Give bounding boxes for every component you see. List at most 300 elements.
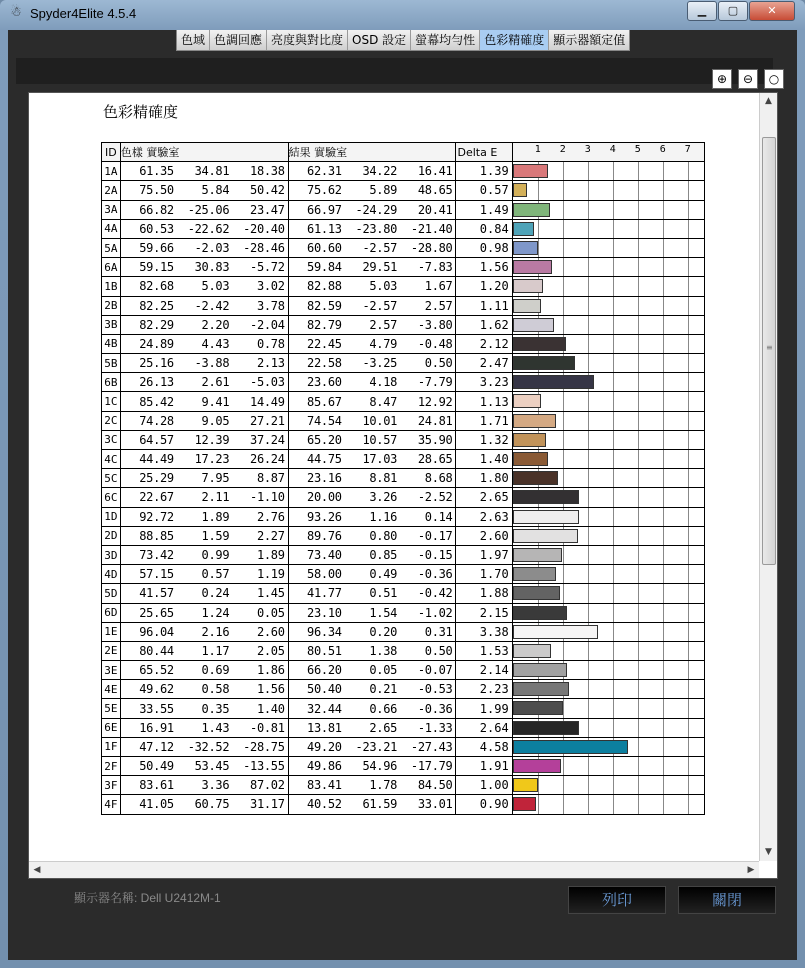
- reference-lab-values: 73.42 0.99 1.89: [120, 545, 288, 564]
- scroll-left-arrow-icon[interactable]: ◀: [33, 865, 41, 875]
- tab-screen-uniformity[interactable]: 螢幕均勻性: [411, 30, 480, 50]
- delta-e-bar-cell: [512, 661, 704, 680]
- scale-gridline: [663, 584, 664, 602]
- scale-gridline: [688, 450, 689, 468]
- reference-lab-values: 25.65 1.24 0.05: [120, 603, 288, 622]
- delta-e-bar: [513, 625, 598, 639]
- table-row: [102, 507, 705, 526]
- delta-e-bar-cell: [512, 200, 704, 219]
- scale-gridline: [638, 335, 639, 353]
- delta-e-value: 0.90: [456, 795, 512, 814]
- delta-e-value: 1.53: [456, 641, 512, 660]
- scale-gridline: [688, 604, 689, 622]
- reference-lab-values: 66.82 -25.06 23.47: [120, 200, 288, 219]
- scale-gridline: [588, 546, 589, 564]
- delta-e-value: 0.98: [456, 238, 512, 257]
- reference-lab-values: 61.35 34.81 18.38: [120, 162, 288, 181]
- reference-lab-values: 59.15 30.83 -5.72: [120, 258, 288, 277]
- tab-gamut[interactable]: 色域: [177, 30, 210, 50]
- patch-id: 1E: [102, 622, 121, 641]
- tab-brightness-contrast[interactable]: 亮度與對比度: [267, 30, 348, 50]
- scale-gridline: [638, 162, 639, 180]
- reference-lab-values: 88.85 1.59 2.27: [120, 526, 288, 545]
- header-measured: 結果 實驗室: [288, 143, 456, 162]
- scale-gridline: [638, 392, 639, 410]
- scale-gridline: [688, 680, 689, 698]
- delta-e-bar: [513, 721, 579, 735]
- scale-gridline: [613, 201, 614, 219]
- delta-e-bar: [513, 452, 548, 466]
- delta-e-value: 1.80: [456, 469, 512, 488]
- scale-tick-label: 5: [634, 144, 641, 156]
- delta-e-bar: [513, 644, 551, 658]
- scale-gridline: [688, 469, 689, 487]
- patch-id: 6B: [102, 373, 121, 392]
- measured-lab-values: 23.16 8.81 8.68: [288, 469, 456, 488]
- delta-e-bar-cell: [512, 718, 704, 737]
- reference-lab-values: 65.52 0.69 1.86: [120, 661, 288, 680]
- scale-gridline: [538, 181, 539, 199]
- scale-gridline: [563, 297, 564, 315]
- scale-gridline: [538, 239, 539, 257]
- scale-gridline: [563, 431, 564, 449]
- reference-lab-values: 74.28 9.05 27.21: [120, 411, 288, 430]
- zoom-controls: [706, 69, 784, 89]
- scale-gridline: [613, 584, 614, 602]
- delta-e-bar: [513, 318, 554, 332]
- delta-e-value: 2.15: [456, 603, 512, 622]
- scale-gridline: [638, 508, 639, 526]
- measured-lab-values: 82.59 -2.57 2.57: [288, 296, 456, 315]
- delta-e-bar: [513, 203, 550, 217]
- scale-gridline: [563, 258, 564, 276]
- delta-e-bar: [513, 586, 560, 600]
- patch-id: 3E: [102, 661, 121, 680]
- delta-e-value: 1.99: [456, 699, 512, 718]
- table-row: [102, 488, 705, 507]
- scale-gridline: [663, 488, 664, 506]
- measured-lab-values: 58.00 0.49 -0.36: [288, 565, 456, 584]
- delta-e-value: 1.49: [456, 200, 512, 219]
- delta-e-value: 1.62: [456, 315, 512, 334]
- scale-gridline: [613, 795, 614, 813]
- scale-gridline: [688, 546, 689, 564]
- scale-gridline: [613, 546, 614, 564]
- close-window-button[interactable]: ✕: [749, 1, 795, 21]
- scale-gridline: [663, 354, 664, 372]
- delta-e-bar: [513, 548, 562, 562]
- scale-gridline: [663, 623, 664, 641]
- scale-gridline: [638, 181, 639, 199]
- scale-gridline: [613, 469, 614, 487]
- reference-lab-values: 47.12 -32.52 -28.75: [120, 737, 288, 756]
- patch-id: 3A: [102, 200, 121, 219]
- delta-e-value: 2.60: [456, 526, 512, 545]
- measured-lab-values: 49.20 -23.21 -27.43: [288, 737, 456, 756]
- scale-gridline: [663, 220, 664, 238]
- client-area: [8, 30, 797, 960]
- delta-e-bar-cell: [512, 373, 704, 392]
- scale-gridline: [688, 738, 689, 756]
- header-delta-e: Delta E: [456, 143, 512, 162]
- scale-gridline: [638, 604, 639, 622]
- table-row: [102, 392, 705, 411]
- measured-lab-values: 13.81 2.65 -1.33: [288, 718, 456, 737]
- delta-e-value: 2.65: [456, 488, 512, 507]
- reference-lab-values: 49.62 0.58 1.56: [120, 680, 288, 699]
- reference-lab-values: 64.57 12.39 37.24: [120, 430, 288, 449]
- patch-id: 5D: [102, 584, 121, 603]
- delta-e-bar-cell: [512, 795, 704, 814]
- scale-gridline: [613, 661, 614, 679]
- patch-id: 2C: [102, 411, 121, 430]
- patch-id: 1A: [102, 162, 121, 181]
- scale-tick-label: 3: [584, 144, 591, 156]
- scale-gridline: [663, 181, 664, 199]
- print-button[interactable]: 列印: [568, 886, 666, 914]
- delta-e-bar: [513, 394, 541, 408]
- table-header-row: [102, 143, 705, 162]
- reference-lab-values: 24.89 4.43 0.78: [120, 334, 288, 353]
- reference-lab-values: 96.04 2.16 2.60: [120, 622, 288, 641]
- table-row: [102, 622, 705, 641]
- delta-e-bar-cell: [512, 450, 704, 469]
- scale-gridline: [613, 719, 614, 737]
- scale-gridline: [563, 412, 564, 430]
- scale-gridline: [638, 239, 639, 257]
- scale-gridline: [638, 623, 639, 641]
- measured-lab-values: 49.86 54.96 -17.79: [288, 757, 456, 776]
- scale-gridline: [563, 642, 564, 660]
- delta-e-bar: [513, 701, 563, 715]
- delta-e-bar: [513, 433, 546, 447]
- delta-e-bar-cell: [512, 277, 704, 296]
- delta-e-bar-cell: [512, 392, 704, 411]
- scale-gridline: [588, 201, 589, 219]
- minimize-button[interactable]: ▁: [687, 1, 717, 21]
- scale-gridline: [588, 354, 589, 372]
- scale-gridline: [563, 469, 564, 487]
- delta-e-bar-cell: [512, 699, 704, 718]
- scale-gridline: [613, 354, 614, 372]
- scale-gridline: [588, 431, 589, 449]
- table-row: [102, 565, 705, 584]
- measured-lab-values: 22.58 -3.25 0.50: [288, 354, 456, 373]
- scale-gridline: [588, 335, 589, 353]
- scroll-thumb[interactable]: ≡: [762, 137, 776, 565]
- scale-gridline: [613, 604, 614, 622]
- scale-gridline: [613, 450, 614, 468]
- scroll-down-arrow-icon[interactable]: ▼: [765, 847, 772, 857]
- scale-gridline: [688, 757, 689, 775]
- scale-gridline: [563, 776, 564, 794]
- reference-lab-values: 57.15 0.57 1.19: [120, 565, 288, 584]
- display-name-label: 顯示器名稱: Dell U2412M-1: [74, 891, 221, 905]
- delta-e-bar-cell: [512, 507, 704, 526]
- scale-gridline: [588, 488, 589, 506]
- header-lab: 色樣 實驗室: [120, 143, 288, 162]
- measured-lab-values: 41.77 0.51 -0.42: [288, 584, 456, 603]
- scale-gridline: [588, 277, 589, 295]
- reference-lab-values: 26.13 2.61 -5.03: [120, 373, 288, 392]
- measured-lab-values: 23.60 4.18 -7.79: [288, 373, 456, 392]
- delta-e-bar-cell: [512, 258, 704, 277]
- scale-gridline: [588, 719, 589, 737]
- scale-gridline: [663, 277, 664, 295]
- delta-e-bar-cell: [512, 469, 704, 488]
- scale-gridline: [588, 162, 589, 180]
- scale-gridline: [688, 239, 689, 257]
- reference-lab-values: 60.53 -22.62 -20.40: [120, 219, 288, 238]
- scale-gridline: [613, 412, 614, 430]
- reference-lab-values: 82.68 5.03 3.02: [120, 277, 288, 296]
- scale-gridline: [663, 373, 664, 391]
- scale-gridline: [663, 392, 664, 410]
- scale-gridline: [613, 277, 614, 295]
- scale-gridline: [563, 795, 564, 813]
- delta-e-value: 2.47: [456, 354, 512, 373]
- delta-e-bar-cell: [512, 584, 704, 603]
- delta-e-bar: [513, 529, 578, 543]
- scale-gridline: [663, 680, 664, 698]
- maximize-button[interactable]: ▢: [718, 1, 748, 21]
- scale-gridline: [613, 220, 614, 238]
- patch-id: 4B: [102, 334, 121, 353]
- table-row: [102, 315, 705, 334]
- reference-lab-values: 59.66 -2.03 -28.46: [120, 238, 288, 257]
- scale-gridline: [588, 392, 589, 410]
- vertical-scrollbar[interactable]: [759, 93, 777, 861]
- scale-gridline: [663, 239, 664, 257]
- scale-gridline: [663, 661, 664, 679]
- scale-gridline: [638, 661, 639, 679]
- patch-id: 6A: [102, 258, 121, 277]
- scale-gridline: [638, 373, 639, 391]
- scale-gridline: [638, 431, 639, 449]
- measured-lab-values: 66.20 0.05 -0.07: [288, 661, 456, 680]
- scale-gridline: [613, 680, 614, 698]
- delta-e-value: 1.56: [456, 258, 512, 277]
- measured-lab-values: 20.00 3.26 -2.52: [288, 488, 456, 507]
- scale-gridline: [563, 392, 564, 410]
- reference-lab-values: 44.49 17.23 26.24: [120, 450, 288, 469]
- header-id: ID: [102, 143, 121, 162]
- delta-e-bar-cell: [512, 334, 704, 353]
- scale-gridline: [688, 258, 689, 276]
- delta-e-value: 2.63: [456, 507, 512, 526]
- scale-gridline: [688, 373, 689, 391]
- color-accuracy-table: [101, 142, 705, 815]
- delta-e-bar-cell: [512, 526, 704, 545]
- scale-gridline: [613, 258, 614, 276]
- patch-id: 2D: [102, 526, 121, 545]
- table-row: [102, 469, 705, 488]
- measured-lab-values: 74.54 10.01 24.81: [288, 411, 456, 430]
- scale-gridline: [688, 776, 689, 794]
- scale-gridline: [688, 584, 689, 602]
- delta-e-value: 2.12: [456, 334, 512, 353]
- delta-e-value: 1.97: [456, 545, 512, 564]
- scale-gridline: [638, 469, 639, 487]
- scroll-up-arrow-icon[interactable]: ▲: [765, 96, 772, 106]
- scale-gridline: [613, 181, 614, 199]
- scale-gridline: [613, 239, 614, 257]
- delta-e-bar-cell: [512, 680, 704, 699]
- measured-lab-values: 61.13 -23.80 -21.40: [288, 219, 456, 238]
- reference-lab-values: 25.29 7.95 8.87: [120, 469, 288, 488]
- delta-e-value: 1.00: [456, 776, 512, 795]
- delta-e-bar: [513, 260, 552, 274]
- scale-gridline: [638, 699, 639, 717]
- delta-e-bar-cell: [512, 565, 704, 584]
- table-row: [102, 680, 705, 699]
- table-row: [102, 737, 705, 756]
- table-row: [102, 795, 705, 814]
- measured-lab-values: 82.79 2.57 -3.80: [288, 315, 456, 334]
- table-row: [102, 200, 705, 219]
- scale-gridline: [663, 335, 664, 353]
- scale-gridline: [663, 297, 664, 315]
- scale-gridline: [663, 795, 664, 813]
- scale-gridline: [588, 181, 589, 199]
- patch-id: 6D: [102, 603, 121, 622]
- scale-gridline: [688, 201, 689, 219]
- scale-gridline: [638, 642, 639, 660]
- measured-lab-values: 50.40 0.21 -0.53: [288, 680, 456, 699]
- scale-gridline: [613, 335, 614, 353]
- table-row: [102, 219, 705, 238]
- table-row: [102, 526, 705, 545]
- scale-gridline: [563, 220, 564, 238]
- scale-gridline: [563, 757, 564, 775]
- patch-id: 6E: [102, 718, 121, 737]
- delta-e-value: 0.57: [456, 181, 512, 200]
- scroll-right-arrow-icon[interactable]: ▶: [747, 865, 755, 875]
- delta-e-value: 1.20: [456, 277, 512, 296]
- delta-e-bar: [513, 606, 567, 620]
- scale-gridline: [688, 642, 689, 660]
- measured-lab-values: 93.26 1.16 0.14: [288, 507, 456, 526]
- scale-gridline: [663, 757, 664, 775]
- delta-e-bar-cell: [512, 315, 704, 334]
- zoom-out-icon[interactable]: ⊖: [738, 69, 758, 89]
- tab-tone-response[interactable]: 色調回應: [210, 30, 267, 50]
- scale-tick-label: 6: [659, 144, 666, 156]
- scale-gridline: [613, 699, 614, 717]
- scale-gridline: [688, 795, 689, 813]
- scale-gridline: [588, 450, 589, 468]
- scale-gridline: [688, 277, 689, 295]
- scale-gridline: [688, 297, 689, 315]
- delta-e-bar-cell: [512, 354, 704, 373]
- tab-osd-settings[interactable]: OSD 設定: [348, 30, 411, 50]
- reference-lab-values: 25.16 -3.88 2.13: [120, 354, 288, 373]
- delta-e-value: 1.13: [456, 392, 512, 411]
- delta-e-bar: [513, 567, 556, 581]
- measured-lab-values: 40.52 61.59 33.01: [288, 795, 456, 814]
- delta-e-bar: [513, 740, 628, 754]
- scale-gridline: [563, 699, 564, 717]
- header-scale: [512, 143, 704, 162]
- scale-gridline: [588, 297, 589, 315]
- table-row: [102, 258, 705, 277]
- scale-gridline: [663, 469, 664, 487]
- reference-lab-values: 83.61 3.36 87.02: [120, 776, 288, 795]
- table-row: [102, 545, 705, 564]
- scale-gridline: [588, 508, 589, 526]
- tab-display-rating[interactable]: 顯示器額定值: [549, 30, 629, 50]
- tab-color-accuracy[interactable]: 色彩精確度: [480, 30, 549, 50]
- delta-e-bar-cell: [512, 219, 704, 238]
- scale-gridline: [663, 642, 664, 660]
- spyder-app-icon: ☃: [10, 5, 22, 20]
- scale-tick-label: 4: [609, 144, 616, 156]
- patch-id: 3C: [102, 430, 121, 449]
- delta-e-value: 1.39: [456, 162, 512, 181]
- delta-e-bar: [513, 778, 538, 792]
- scale-gridline: [588, 412, 589, 430]
- table-row: [102, 181, 705, 200]
- table-row: [102, 661, 705, 680]
- scale-gridline: [588, 642, 589, 660]
- delta-e-bar: [513, 356, 575, 370]
- delta-e-bar-cell: [512, 488, 704, 507]
- zoom-in-icon[interactable]: ⊕: [712, 69, 732, 89]
- scale-gridline: [563, 546, 564, 564]
- zoom-fit-icon[interactable]: ○: [764, 69, 784, 89]
- scale-gridline: [563, 162, 564, 180]
- reference-lab-values: 80.44 1.17 2.05: [120, 641, 288, 660]
- scale-gridline: [613, 488, 614, 506]
- patch-id: 2A: [102, 181, 121, 200]
- patch-id: 4D: [102, 565, 121, 584]
- scale-gridline: [638, 546, 639, 564]
- scale-gridline: [563, 316, 564, 334]
- reference-lab-values: 16.91 1.43 -0.81: [120, 718, 288, 737]
- patch-id: 2E: [102, 641, 121, 660]
- scale-gridline: [663, 527, 664, 545]
- scale-gridline: [588, 258, 589, 276]
- table-row: [102, 757, 705, 776]
- table-row: [102, 776, 705, 795]
- scale-gridline: [688, 527, 689, 545]
- delta-e-value: 1.71: [456, 411, 512, 430]
- delta-e-value: 4.58: [456, 737, 512, 756]
- table-row: [102, 641, 705, 660]
- delta-e-bar-cell: [512, 545, 704, 564]
- patch-id: 1B: [102, 277, 121, 296]
- close-button[interactable]: 關閉: [678, 886, 776, 914]
- reference-lab-values: 33.55 0.35 1.40: [120, 699, 288, 718]
- scale-gridline: [563, 277, 564, 295]
- scale-gridline: [613, 162, 614, 180]
- scale-gridline: [688, 719, 689, 737]
- scale-gridline: [638, 719, 639, 737]
- delta-e-value: 1.91: [456, 757, 512, 776]
- scale-gridline: [638, 277, 639, 295]
- window-title: Spyder4Elite 4.5.4: [30, 6, 137, 21]
- scale-gridline: [688, 316, 689, 334]
- delta-e-bar: [513, 490, 579, 504]
- scale-gridline: [663, 604, 664, 622]
- delta-e-value: 1.40: [456, 450, 512, 469]
- scale-gridline: [638, 757, 639, 775]
- scale-gridline: [588, 680, 589, 698]
- horizontal-scrollbar[interactable]: [29, 861, 759, 878]
- scale-gridline: [638, 258, 639, 276]
- delta-e-value: 2.64: [456, 718, 512, 737]
- scale-tick-label: 7: [684, 144, 691, 156]
